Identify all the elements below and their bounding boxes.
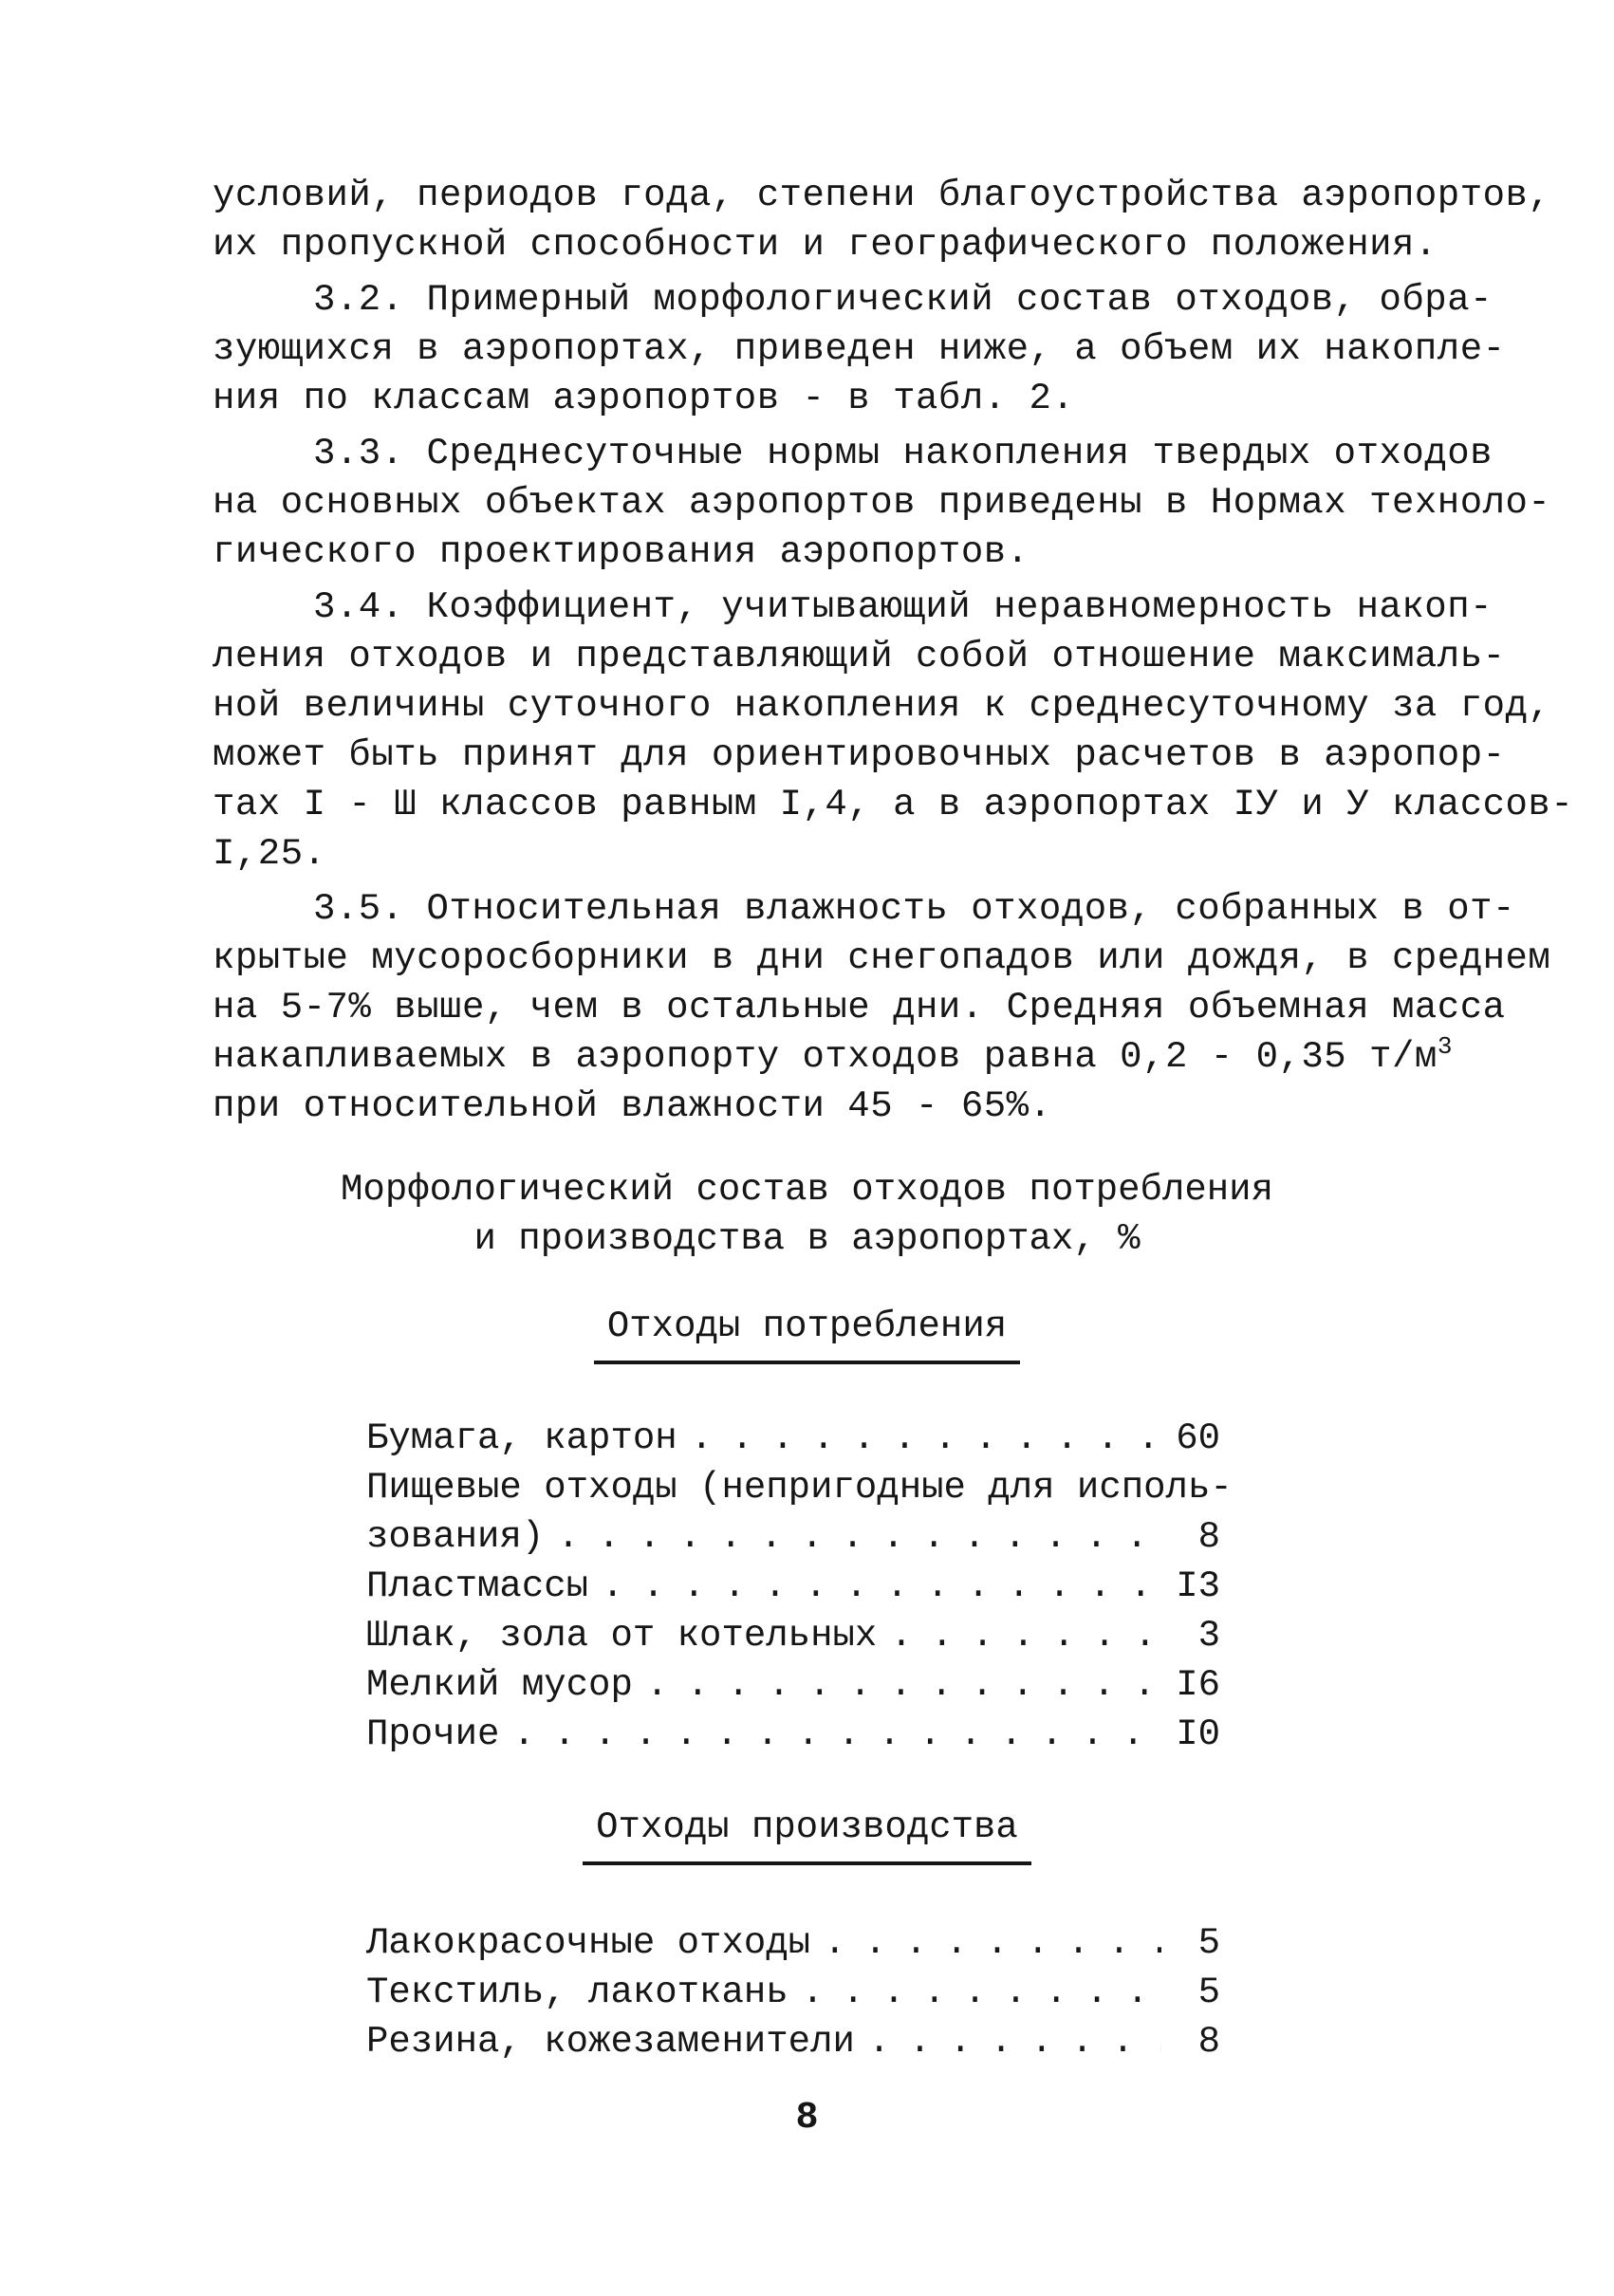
item-label: Прочие <box>366 1713 500 1755</box>
leader-dots <box>557 1512 1161 1562</box>
item-value: 5 <box>1197 1922 1220 1964</box>
list-item <box>366 1660 1220 1710</box>
body-line: на 5-7% выше, чем в остальные дни. Средняя объемная масса <box>213 987 1506 1028</box>
item-label: Текстиль, лакоткань <box>366 1972 788 2013</box>
item-value: I0 <box>1176 1713 1220 1755</box>
body-line: I,25. <box>213 833 326 875</box>
page-number: 8 <box>795 2097 819 2139</box>
leader-dots <box>868 2017 1161 2066</box>
body-line: при относительной влажности 45 - 65%. <box>213 1085 1052 1127</box>
leader-dots <box>646 1660 1161 1710</box>
item-label: Пищевые отходы (непригодные для исполь- <box>366 1467 1233 1509</box>
leader-dots <box>802 1968 1161 2017</box>
item-value: 60 <box>1176 1417 1220 1459</box>
item-label: Резина, кожезаменители <box>366 2021 855 2063</box>
list-item <box>366 1562 1220 1611</box>
item-value: 3 <box>1197 1615 1220 1657</box>
body-line: крытые мусоросборники в дни снегопадов или дождя, в среднем <box>213 937 1551 979</box>
body-line: 3.4. Коэффициент, учитывающий неравномерность накоп- <box>313 586 1493 628</box>
leader-dots <box>824 1918 1161 1968</box>
item-value: 5 <box>1197 1972 1220 2013</box>
item-value: 8 <box>1197 1516 1220 1558</box>
list-item <box>366 1918 1220 1968</box>
body-line-text: накапливаемых в аэропорту отходов равна 0,2 - 0,35 т/м <box>213 1036 1438 1078</box>
list-item <box>366 1611 1220 1660</box>
list-item <box>366 1414 1220 1463</box>
list-item <box>366 1968 1220 2017</box>
body-line: 3.3. Среднесуточные нормы накопления твердых отходов <box>313 433 1493 474</box>
body-line: гического проектирования аэропортов. <box>213 531 1030 573</box>
item-value: 8 <box>1197 2021 1220 2063</box>
leader-dots <box>512 1710 1161 1759</box>
item-label: Шлак, зола от котельных <box>366 1615 878 1657</box>
item-label: Мелкий мусор <box>366 1664 633 1706</box>
leader-dots <box>890 1611 1161 1660</box>
item-label: зования) <box>366 1516 545 1558</box>
consumption-heading: Отходы потребления <box>0 1302 1614 1364</box>
table-title-line: и производства в аэропортах, % <box>473 1218 1141 1260</box>
list-item <box>366 2017 1220 2066</box>
superscript: 3 <box>1437 1032 1453 1061</box>
leader-dots <box>602 1562 1161 1611</box>
body-line: зующихся в аэропортах, приведен ниже, а объем их накопле- <box>213 328 1506 370</box>
body-line: может быть принят для ориентировочных расчетов в аэропор- <box>213 734 1506 776</box>
body-line: их пропускной способности и географического положения. <box>213 224 1438 266</box>
list-item <box>366 1463 1233 1512</box>
body-line: тах I - Ш классов равным I,4, а в аэропортах IУ и У классов- <box>213 784 1574 825</box>
body-line: ния по классам аэропортов - в табл. 2. <box>213 378 1075 419</box>
body-line: ной величины суточного накопления к среднесуточному за год, <box>213 685 1551 727</box>
item-label: Лакокрасочные отходы <box>366 1922 811 1964</box>
leader-dots <box>691 1414 1161 1463</box>
item-value: I3 <box>1176 1565 1220 1607</box>
item-label: Бумага, картон <box>366 1417 677 1459</box>
body-line: на основных объектах аэропортов приведены в Нормах техноло- <box>213 482 1551 524</box>
item-value: I6 <box>1176 1664 1220 1706</box>
table-title-line: Морфологический состав отходов потребления <box>341 1169 1273 1211</box>
production-heading: Отходы производства <box>0 1803 1614 1865</box>
item-label: Пластмассы <box>366 1565 589 1607</box>
body-line: ления отходов и представляющий собой отношение максималь- <box>213 636 1506 677</box>
list-item <box>366 1710 1220 1759</box>
body-line-with-superscript <box>213 1032 1453 1082</box>
body-line: 3.5. Относительная влажность отходов, собранных в от- <box>313 888 1515 930</box>
body-line: 3.2. Примерный морфологический состав отходов, обра- <box>313 279 1493 321</box>
body-line: условий, периодов года, степени благоустройства аэропортов, <box>213 175 1551 216</box>
list-item <box>366 1512 1220 1562</box>
